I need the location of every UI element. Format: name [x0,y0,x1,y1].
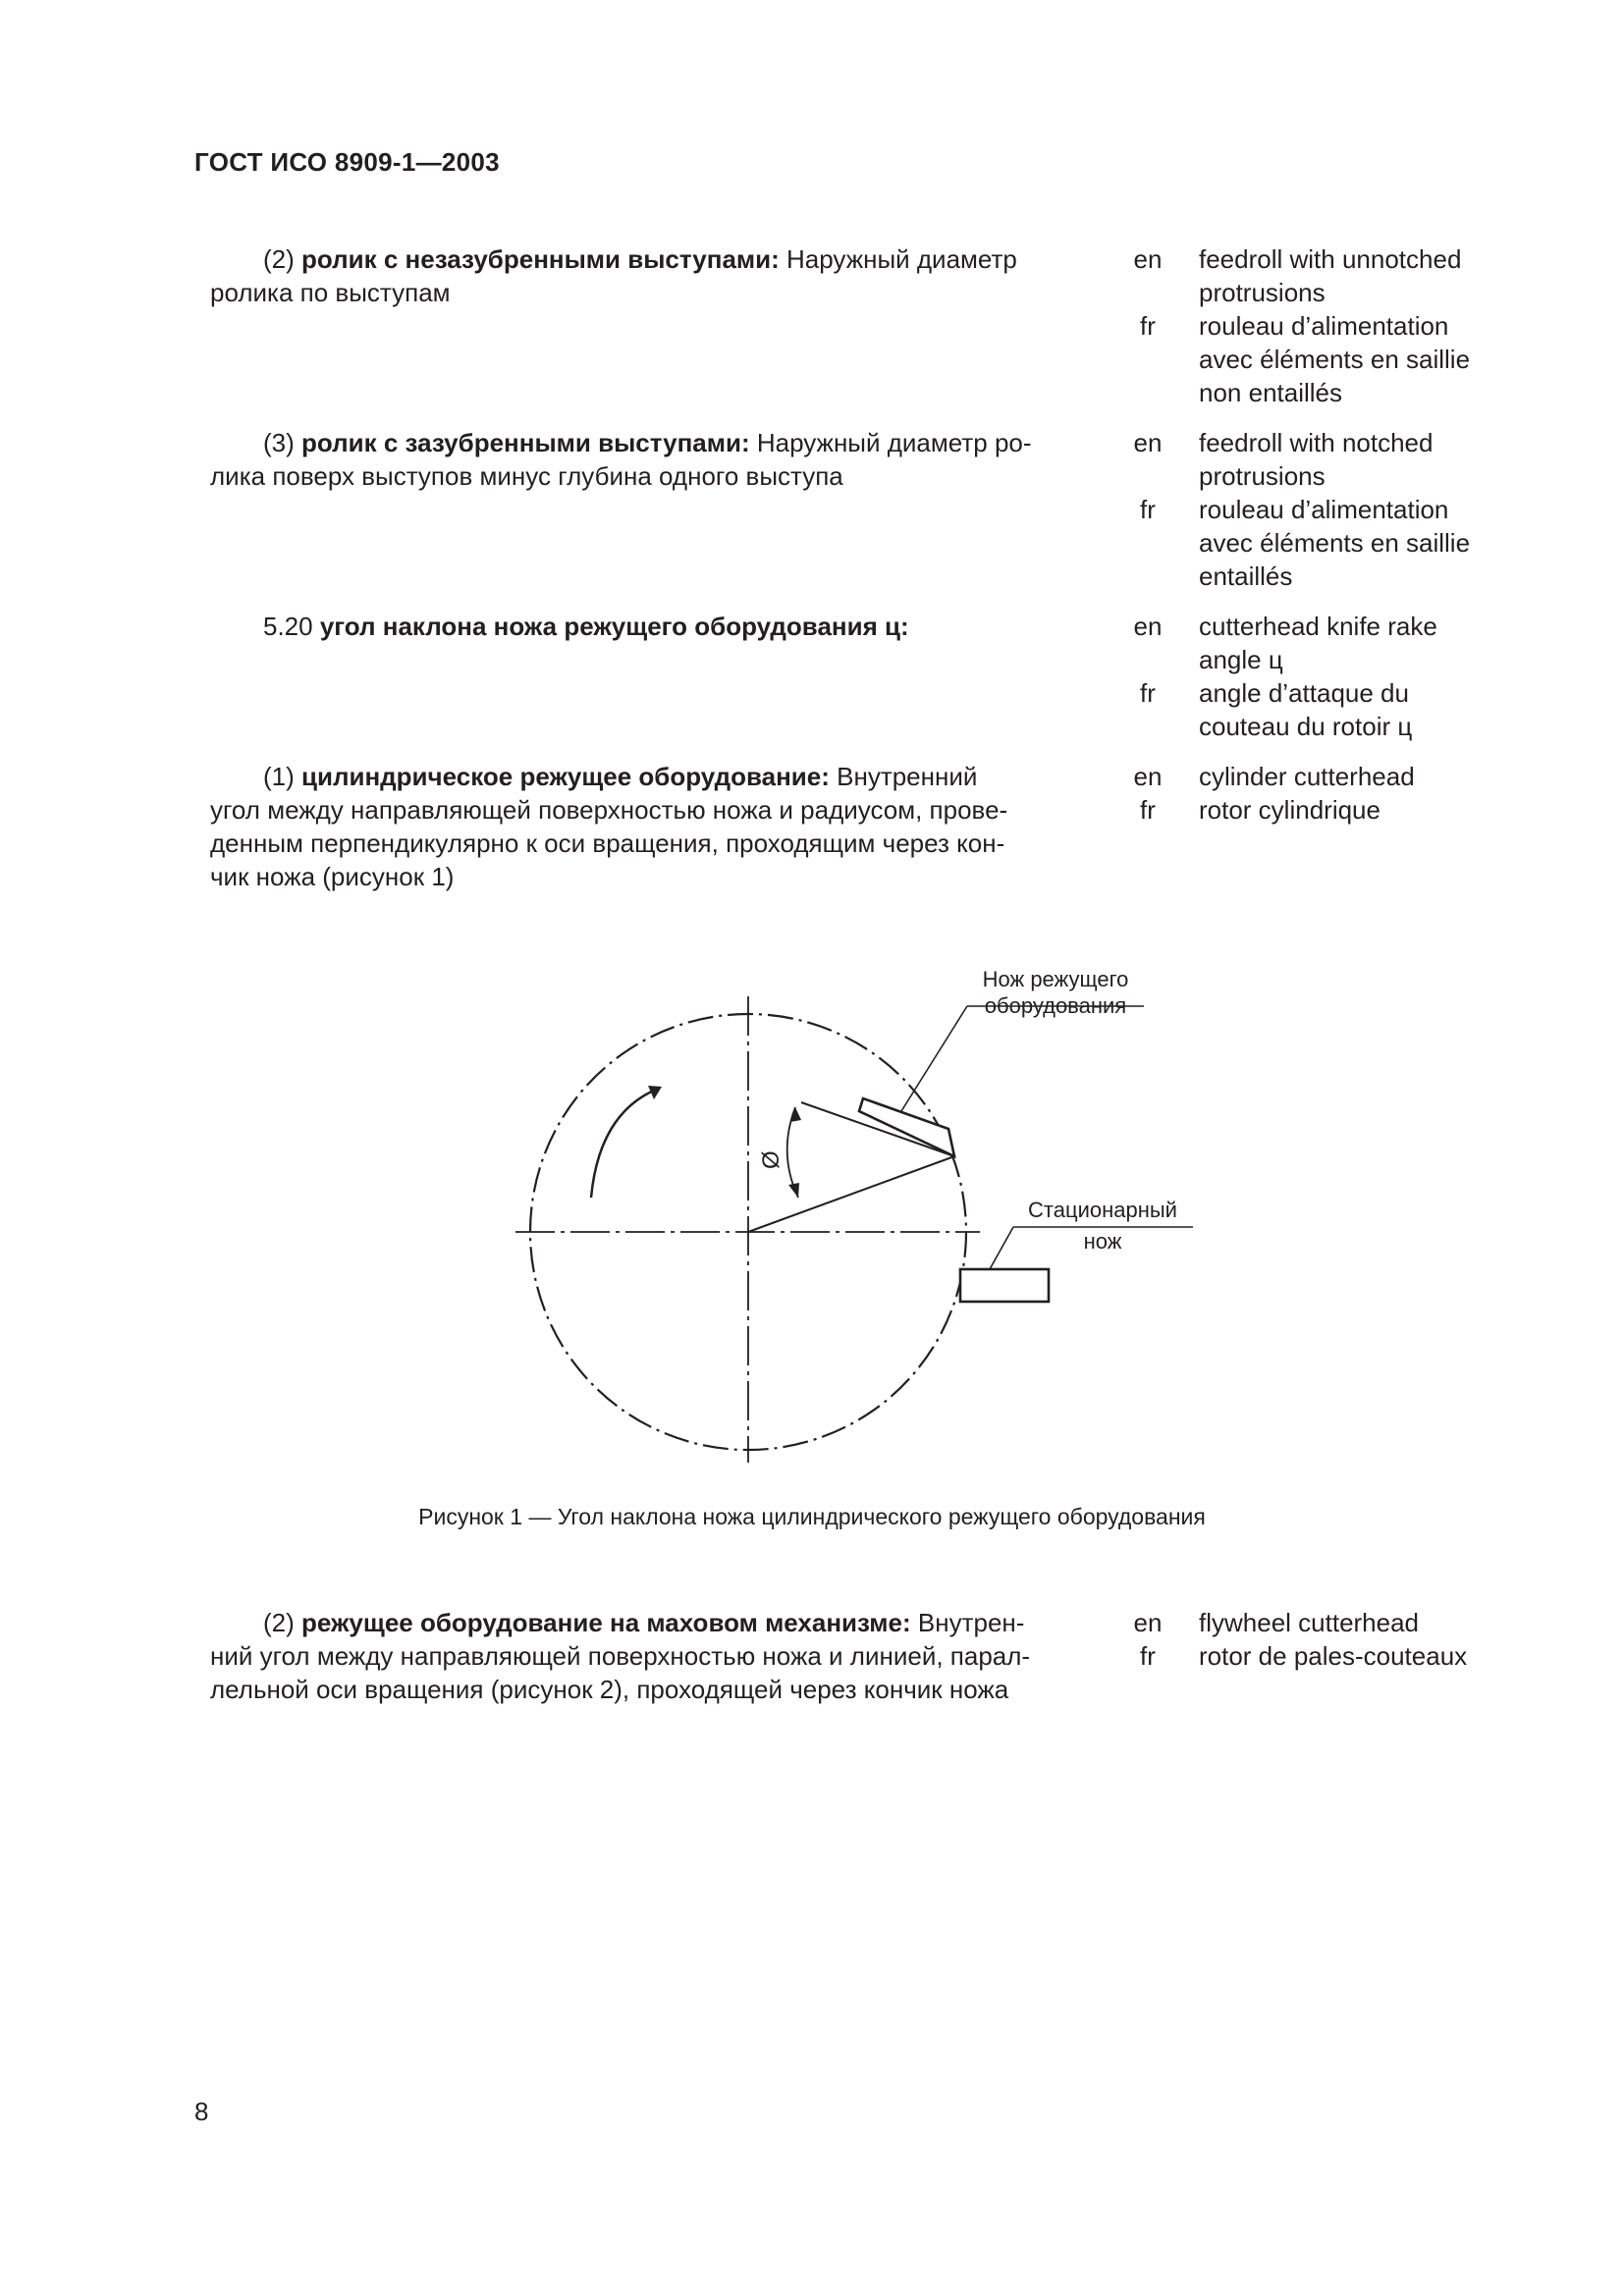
definition-text: чик ножа (рисунок 1) [210,862,455,891]
definition-text: лельной оси вращения (рисунок 2), проходящей через кончик ножа [210,1675,1009,1704]
figure-cutterhead-diagram [491,957,1237,1487]
term-definition [210,1606,1077,1706]
stationary-knife [960,1269,1049,1302]
term-name: цилиндрическое режущее оборудование: [301,762,830,791]
term-name: ролик с незазубренными выступами: [301,244,780,274]
french-line: rouleau d’alimentation [1199,311,1449,341]
knife-label-line1: Нож режущего [982,967,1129,991]
french-line: angle d’attaque du [1199,678,1409,708]
lang-code-en: en [1133,762,1163,791]
definition-text: ний угол между направляющей поверхностью ножа и линией, парал- [210,1641,1031,1671]
english-line: protrusions [1199,278,1326,307]
definition-text: Внутренний [829,762,978,791]
term-definition [210,610,1077,643]
lang-code-fr: fr [1140,678,1156,708]
lang-code-fr: fr [1140,795,1156,825]
stationary-label-line2: нож [1083,1229,1122,1254]
term-definition [210,426,1077,493]
definition-text: Наружный диаметр ро- [749,428,1032,457]
stationary-label-line1: Стационарный [1028,1198,1177,1222]
french-line: entaillés [1199,561,1293,591]
definition-text: Наружный диаметр [779,244,1017,274]
french-equivalent [1199,493,1523,593]
term-definition [210,242,1077,309]
english-line: cutterhead knife rake [1199,612,1437,641]
angle-arrow-bottom [788,1183,799,1198]
english-equivalent [1199,610,1523,676]
knife-label-line2: оборудования [984,993,1127,1018]
stationary-leader [990,1227,1013,1269]
lang-code-fr: fr [1140,1641,1156,1671]
definition-text: ролика по выступам [210,278,451,307]
french-equivalent: rotor cylindrique [1199,795,1380,825]
english-line: feedroll with unnotched [1199,244,1462,274]
french-line: rouleau d’alimentation [1199,495,1449,524]
english-line: angle ц [1199,645,1283,674]
english-equivalent [1199,242,1523,309]
english-line: protrusions [1199,461,1326,491]
figure-caption: Рисунок 1 — Угол наклона ножа цилиндрического режущего оборудования [418,1504,1206,1529]
french-line: avec éléments en saillie [1199,345,1471,374]
definition-text: лика поверх выступов минус глубина одного выступа [210,461,843,491]
term-name: угол наклона ножа режущего оборудования ц: [319,612,909,641]
knife-leader [901,1006,967,1111]
french-line: couteau du rotoir ц [1199,712,1413,741]
lang-code-en: en [1133,244,1163,274]
french-equivalent: rotor de pales-couteaux [1199,1641,1468,1671]
term-number: (1) [263,762,301,791]
term-number: 5.20 [263,612,320,641]
lang-code-fr: fr [1140,495,1156,524]
document-header: ГОСТ ИСО 8909-1—2003 [194,147,500,177]
definition-text: Внутрен- [910,1608,1025,1637]
angle-symbol: Ø [758,1150,785,1169]
term-name: режущее оборудование на маховом механизме: [301,1608,911,1637]
french-line: avec éléments en saillie [1199,528,1471,558]
lang-code-en: en [1133,612,1163,641]
rotation-arrow [591,1090,656,1198]
definition-text: угол между направляющей поверхностью ножа и радиусом, прове- [210,795,1008,825]
lang-code-en: en [1133,428,1163,457]
lang-code-fr: fr [1140,311,1156,341]
term-number: (3) [263,428,301,457]
english-equivalent: flywheel cutterhead [1199,1608,1420,1637]
french-line: non entaillés [1199,378,1342,407]
english-equivalent: cylinder cutterhead [1199,762,1415,791]
lang-code-en: en [1133,1608,1163,1637]
term-name: ролик с зазубренными выступами: [301,428,750,457]
term-number: (2) [263,244,301,274]
french-equivalent [1199,676,1523,743]
term-definition [210,760,1077,893]
term-number: (2) [263,1608,301,1637]
english-line: feedroll with notched [1199,428,1434,457]
french-equivalent [1199,309,1523,409]
definition-text: денным перпендикулярно к оси вращения, проходящим через кон- [210,828,1005,858]
english-equivalent [1199,426,1523,493]
page-number: 8 [194,2097,209,2126]
